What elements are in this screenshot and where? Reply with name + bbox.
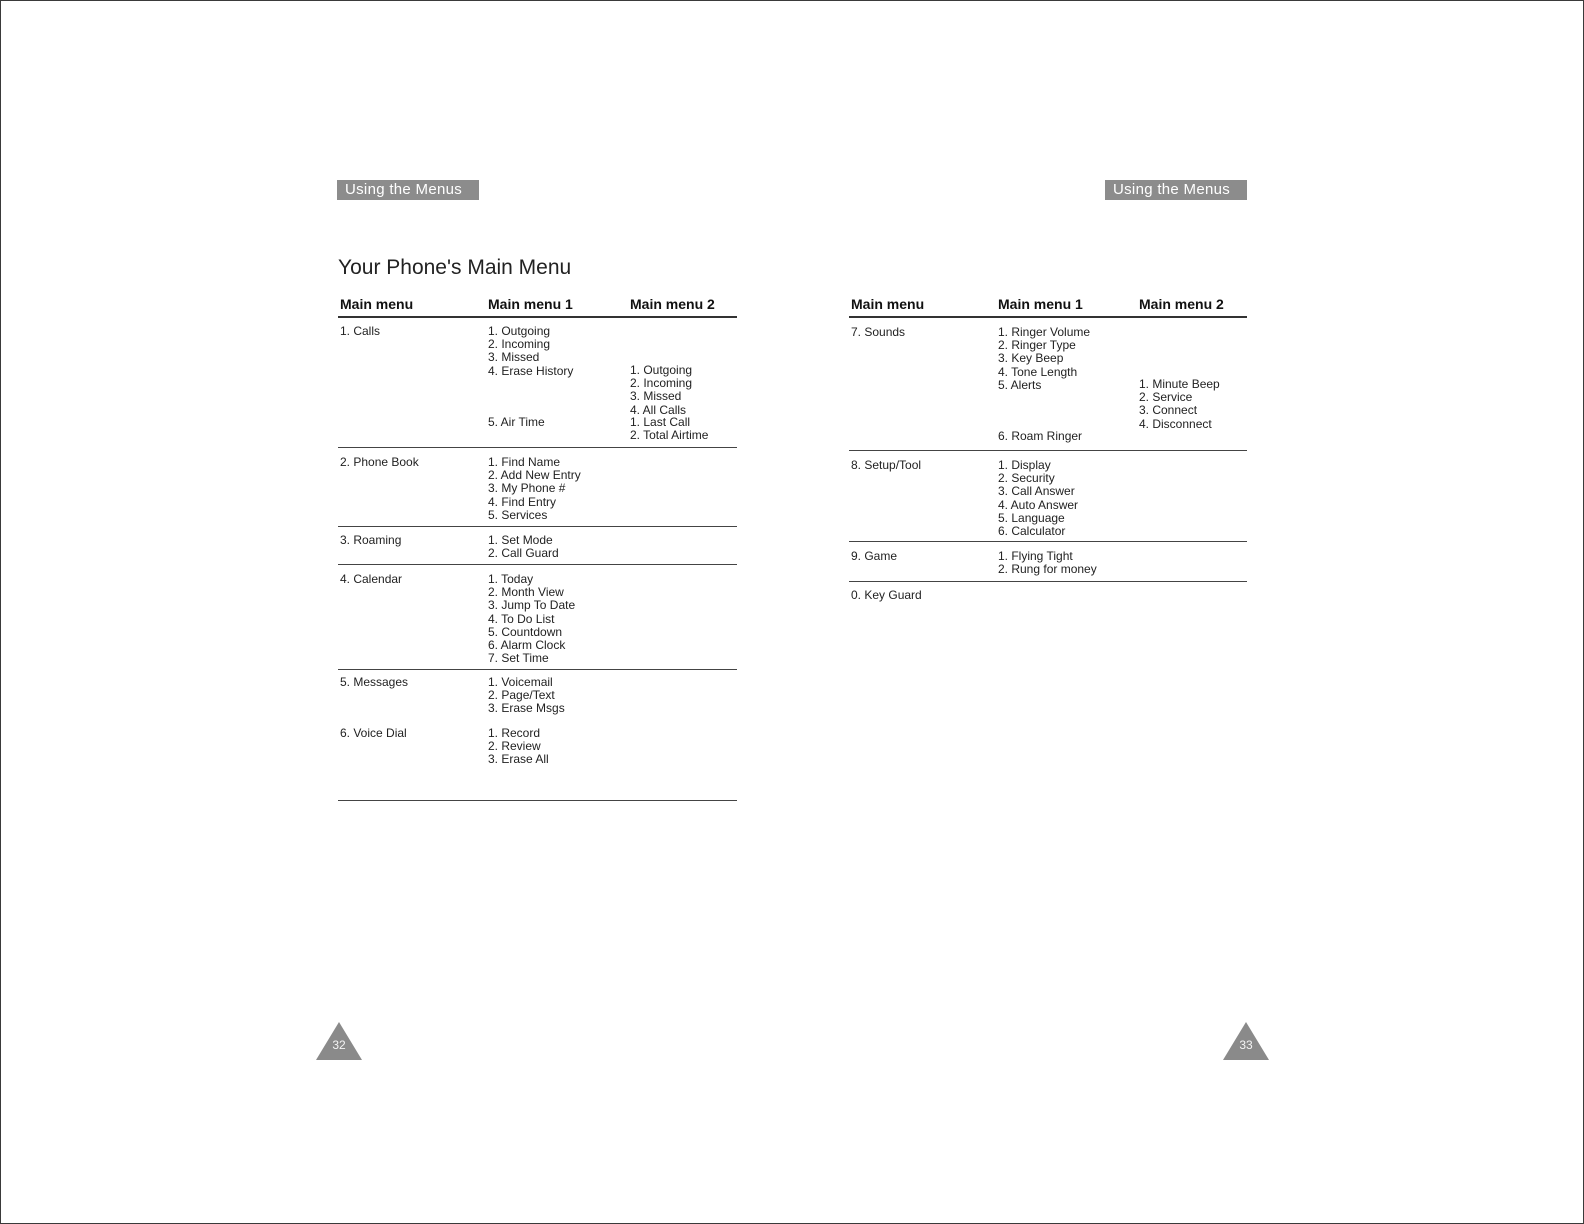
page-number-label: 32 [332,1038,346,1052]
row-divider [849,450,1247,451]
row-divider [338,564,737,565]
table-bottom-rule-left [338,800,737,801]
header-rule-right [849,316,1247,318]
header-rule-left [338,316,737,318]
menu-key-guard: 0. Key Guard [851,588,922,602]
submenu-calls: 1. Outgoing 2. Incoming 3. Missed 4. Erase History [488,324,574,378]
submenu-messages: 1. Voicemail 2. Page/Text 3. Erase Msgs [488,675,565,716]
header-main-menu: Main menu [851,296,925,312]
page-title: Your Phone's Main Menu [338,256,572,279]
row-divider [849,541,1247,542]
menu-messages: 5. Messages [340,675,409,689]
row-divider [338,669,737,670]
menu-setup-tool: 8. Setup/Tool [851,458,922,472]
header-main-menu: Main menu [340,296,414,312]
menu-calendar: 4. Calendar [340,572,403,586]
submenu2-erase-history: 1. Outgoing 2. Incoming 3. Missed 4. All Calls [630,363,693,417]
menu-sounds: 7. Sounds [851,325,906,339]
section-banner-left: Using the Menus [337,180,479,200]
submenu-voice-dial: 1. Record 2. Review 3. Erase All [488,726,549,767]
header-main-menu-2: Main menu 2 [630,296,715,312]
menu-calls: 1. Calls [340,324,381,338]
menu-voice-dial: 6. Voice Dial [340,726,407,740]
submenu-sounds: 1. Ringer Volume 2. Ringer Type 3. Key Beep 4. Tone Length 5. Alerts [998,325,1091,392]
page-number-label: 33 [1239,1038,1253,1052]
submenu-phone-book: 1. Find Name 2. Add New Entry 3. My Phone # 4. Find Entry 5. Services [488,455,581,522]
page-number-right [1223,1022,1269,1060]
submenu-game: 1. Flying Tight 2. Rung for money [998,549,1097,577]
menu-roaming: 3. Roaming [340,533,402,547]
submenu2-alerts: 1. Minute Beep 2. Service 3. Connect 4. Disconnect [1139,377,1220,431]
submenu-air-time: 5. Air Time [488,415,545,429]
submenu2-air-time: 1. Last Call 2. Total Airtime [630,415,709,443]
header-main-menu-2: Main menu 2 [1139,296,1224,312]
section-banner-right: Using the Menus [1105,180,1247,200]
menu-game: 9. Game [851,549,898,563]
header-main-menu-1: Main menu 1 [488,296,573,312]
row-divider [338,447,737,448]
submenu-roaming: 1. Set Mode 2. Call Guard [488,533,559,561]
menu-phone-book: 2. Phone Book [340,455,419,469]
header-main-menu-1: Main menu 1 [998,296,1083,312]
row-divider [849,581,1247,582]
page-number-left [316,1022,362,1060]
row-divider [338,526,737,527]
submenu-calendar: 1. Today 2. Month View 3. Jump To Date 4. To Do List 5. Countdown 6. Alarm Clock 7. Set Time [488,572,576,666]
submenu-roam-ringer: 6. Roam Ringer [998,429,1083,443]
submenu-setup-tool: 1. Display 2. Security 3. Call Answer 4. Auto Answer 5. Language 6. Calculator [998,458,1079,539]
